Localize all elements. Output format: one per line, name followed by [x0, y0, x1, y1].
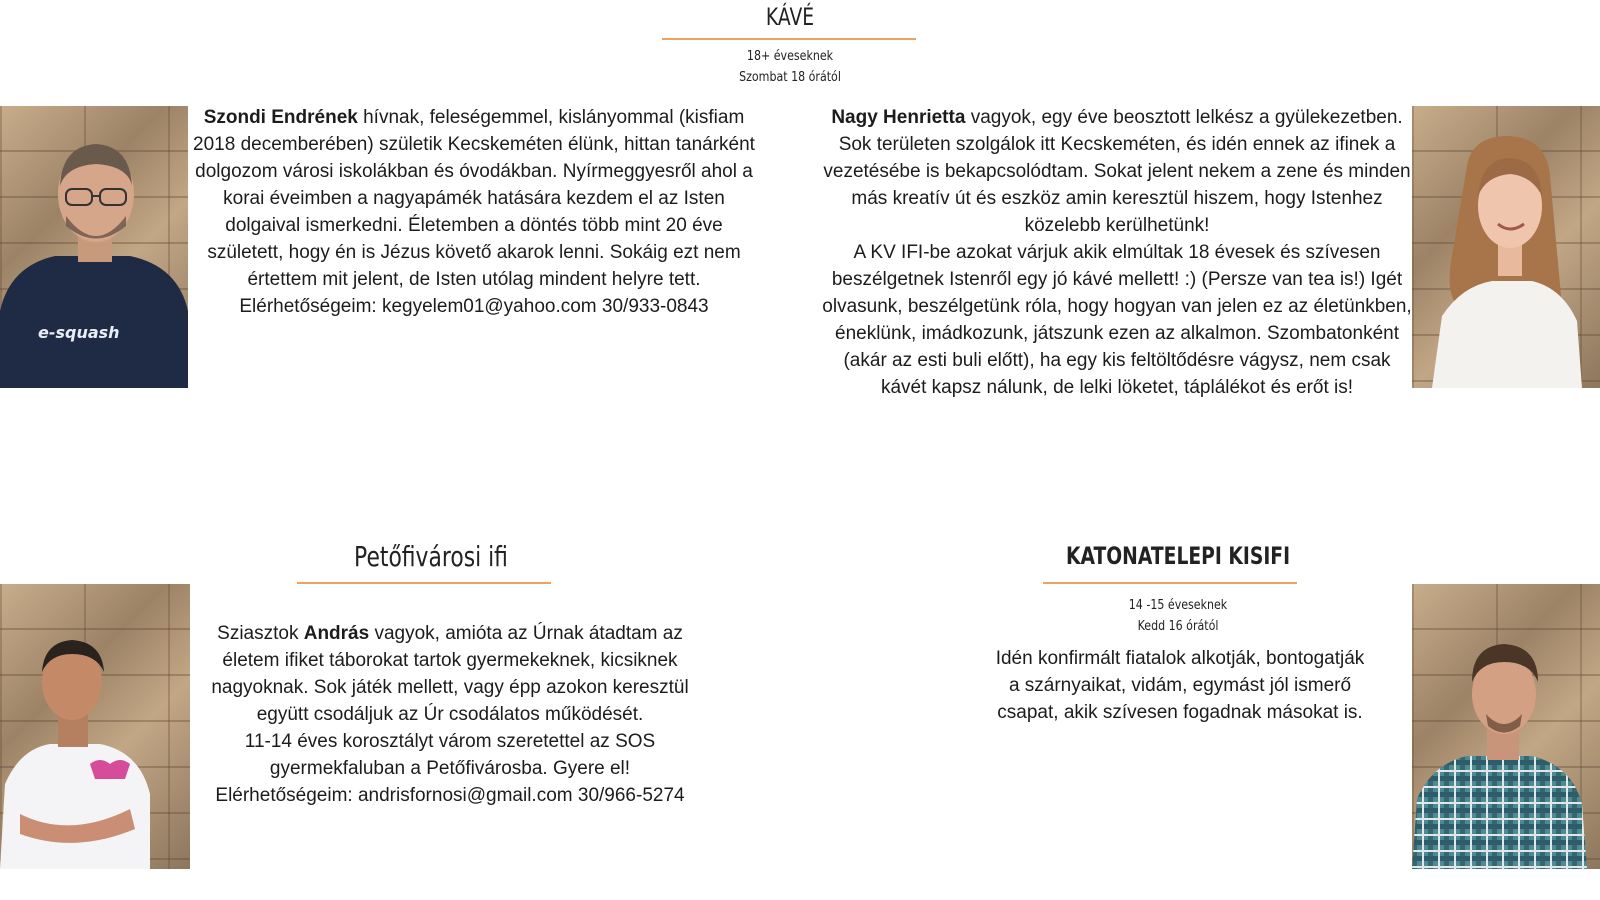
andras-bio — [190, 620, 710, 809]
katona-description: Idén konfirmált fiatalok alkotják, bontogatják a szárnyaikat, vidám, egymást jól ismerő csapat, akik szívesen fogadnak másokat is. — [995, 648, 1365, 723]
endre-name: Szondi Endrének — [203, 107, 358, 128]
katona-title: KATONATELEPI KISIFI — [1065, 542, 1291, 570]
kave-meta — [690, 46, 890, 88]
katona-age: 14 -15 éveseknek — [1128, 598, 1228, 613]
henrietta-bio — [822, 104, 1412, 401]
andras-intro-paragraph — [190, 620, 710, 728]
endre-intro: hívnak, feleségemmel, kislányommal (kisfiam 2018 decemberében) születik Kecskeméten élünk, hittan tanárként dolgozom városi iskolákban és óvodákban. Nyírmeggyesről ahol a korai éveimben a nagyapámék hatására kezdem el az Isten dolgaival ismerkedni. Életemben a döntés több mint 20 éve született, hogy én is Jézus követő akarok lenni. Sokáig ezt nem értettem mit jelent, de Isten utólag mindent helyre tett. — [193, 107, 755, 290]
portrait-man-plaid-shirt — [1412, 584, 1600, 869]
shirt-print: e-squash — [38, 323, 120, 342]
photo-katonatelep-leader — [1412, 584, 1600, 869]
photo-andras — [0, 584, 190, 869]
katona-time: Kedd 16 órától — [1137, 619, 1219, 634]
portrait-man-white-tshirt — [0, 584, 190, 869]
katona-description-block — [990, 645, 1370, 726]
portrait-woman-white-blouse — [1412, 106, 1600, 388]
katona-meta — [1078, 595, 1278, 637]
henrietta-name: Nagy Henrietta — [831, 107, 966, 128]
katona-title-rule — [1043, 582, 1297, 584]
andras-greeting: Sziasztok — [217, 623, 304, 644]
petofi-title-rule — [297, 582, 551, 584]
henrietta-intro-paragraph — [822, 104, 1412, 239]
endre-bio — [188, 104, 760, 320]
photo-nagy-henrietta — [1412, 106, 1600, 388]
henrietta-description: A KV IFI-be azokat várjuk akik elmúltak 18 évesek és szívesen beszélgetnek Istenről egy jó kávé mellett! :) (Persze van tea is!) Igét olvasunk, beszélgetünk róla, hogy hogyan van jelen ez az életünkben, éneklünk, imádkozunk, játszunk ezen az alkalmon. Szombatonként (akár az esti buli előtt), ha egy kis feltöltődésre vágysz, nem csak kávét kapsz nálunk, de lelki löketet, táplálékot és erőt is! — [822, 242, 1412, 398]
andras-groups: 11-14 éves korosztályt várom szeretettel az SOS gyermekfaluban a Petőfivárosba. Gyere el! — [244, 731, 656, 779]
endre-contact: Elérhetőségeim: kegyelem01@yahoo.com 30/933-0843 — [239, 296, 709, 317]
kave-title-rule — [662, 38, 916, 40]
portrait-man-navy-shirt — [0, 106, 188, 388]
henrietta-intro: vagyok, egy éve beosztott lelkész a gyülekezetben. Sok területen szolgálok itt Kecskeméten, és idén ennek az ifinek a vezetésébe is bekapcsolódtam. Sokat jelent nekem a zene és minden más kreatív út és eszköz amin keresztül hiszem, hogy Istenhez közelebb kerülhetünk! — [823, 107, 1411, 236]
andras-contact: Elérhetőségeim: andrisfornosi@gmail.com 30/966-5274 — [215, 785, 685, 806]
photo-szondi-endre — [0, 106, 188, 388]
andras-name: András — [303, 623, 370, 644]
kave-age: 18+ éveseknek — [746, 49, 834, 64]
petofi-title: Petőfivárosi ifi — [354, 540, 508, 573]
kave-time: Szombat 18 órától — [739, 70, 841, 85]
andras-intro: vagyok, amióta az Úrnak átadtam az életem ifiket táborokat tartok gyermekeknek, kicsiknek nagyoknak. Sok játék mellett, vagy épp azokon keresztül együtt csodáljuk az Úr csodálatos működését. — [211, 623, 689, 725]
endre-intro-paragraph — [188, 104, 760, 293]
kave-title: KÁVÉ — [765, 3, 815, 31]
